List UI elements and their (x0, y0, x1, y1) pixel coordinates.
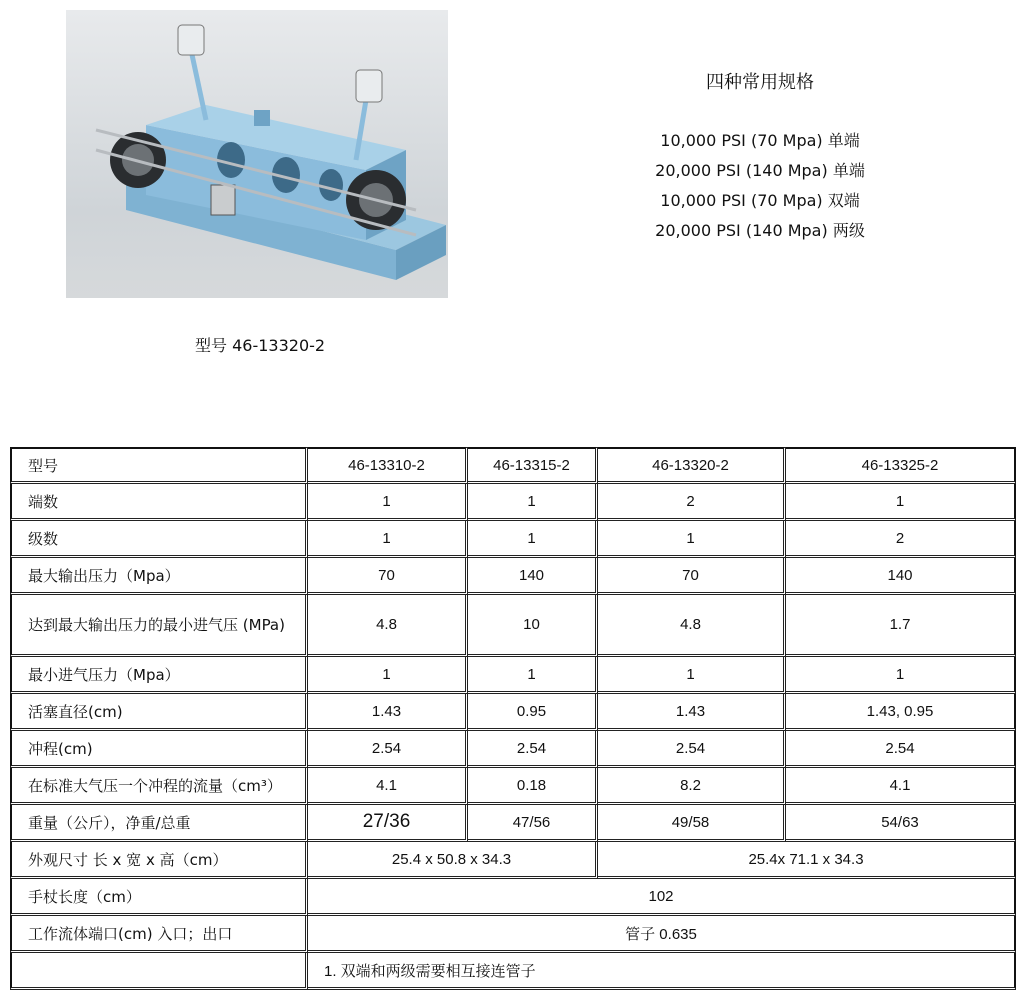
table-cell: 达到最大输出压力的最小进气压 (MPa) (10, 595, 308, 657)
table-row (10, 879, 1016, 916)
table-cell: 2.54 (786, 731, 1016, 768)
table-header-row (10, 447, 1016, 484)
table-cell: 2.54 (468, 731, 598, 768)
table-row (10, 842, 1016, 879)
table-cell: 1.43 (308, 694, 468, 731)
table-cell: 重量（公斤），净重/总重 (10, 805, 308, 842)
table-row (10, 521, 1016, 558)
table-cell: 10 (468, 595, 598, 657)
table-cell: 端数 (10, 484, 308, 521)
table-row (10, 916, 1016, 953)
photo-caption: 型号 46-13320-2 (195, 336, 326, 355)
table-cell: 25.4x 71.1 x 34.3 (598, 842, 1016, 879)
table-cell (10, 953, 308, 990)
table-cell: 27/36 (308, 805, 468, 842)
table-cell: 级数 (10, 521, 308, 558)
table-cell: 70 (598, 558, 786, 595)
table-row (10, 731, 1016, 768)
table-cell: 49/58 (598, 805, 786, 842)
table-cell: 1 (468, 521, 598, 558)
spec-line: 20,000 PSI (140 Mpa) 单端 (655, 161, 865, 180)
spec-line: 10,000 PSI (70 Mpa) 双端 (660, 191, 860, 210)
table-cell: 4.1 (786, 768, 1016, 805)
table-row (10, 768, 1016, 805)
table-cell: 1 (598, 657, 786, 694)
table-row (10, 694, 1016, 731)
table-cell: 46-13325-2 (786, 447, 1016, 484)
table-cell: 最大输出压力（Mpa） (10, 558, 308, 595)
table-cell: 1 (468, 484, 598, 521)
table-cell: 0.18 (468, 768, 598, 805)
table-cell: 1.43, 0.95 (786, 694, 1016, 731)
table-cell: 4.8 (308, 595, 468, 657)
table-cell: 46-13320-2 (598, 447, 786, 484)
table-cell: 在标准大气压一个冲程的流量（cm³） (10, 768, 308, 805)
table-cell: 2.54 (598, 731, 786, 768)
table-cell: 1 (308, 521, 468, 558)
table-cell: 2.54 (308, 731, 468, 768)
table-cell: 型号 (10, 447, 308, 484)
table-cell: 140 (468, 558, 598, 595)
table-cell: 1 (468, 657, 598, 694)
table-cell: 140 (786, 558, 1016, 595)
table-cell: 1 (786, 484, 1016, 521)
table-cell: 外观尺寸 长 x 宽 x 高（cm） (10, 842, 308, 879)
table-cell: 管子 0.635 (308, 916, 1016, 953)
table-cell: 1 (598, 521, 786, 558)
table-cell: 46-13315-2 (468, 447, 598, 484)
table-cell: 102 (308, 879, 1016, 916)
table-cell: 25.4 x 50.8 x 34.3 (308, 842, 598, 879)
table-row (10, 805, 1016, 842)
product-photo (66, 10, 448, 298)
spec-title: 四种常用规格 (706, 72, 814, 93)
spec-table (10, 447, 1016, 990)
table-cell: 1 (786, 657, 1016, 694)
table-cell: 46-13310-2 (308, 447, 468, 484)
table-cell: 工作流体端口(cm) 入口；出口 (10, 916, 308, 953)
table-cell: 4.1 (308, 768, 468, 805)
table-cell: 冲程(cm) (10, 731, 308, 768)
table-row (10, 953, 1016, 990)
table-note: 1. 双端和两级需要相互接连管子 (308, 953, 1016, 990)
spec-line: 10,000 PSI (70 Mpa) 单端 (660, 131, 860, 150)
table-cell: 4.8 (598, 595, 786, 657)
pump-illustration (66, 10, 448, 298)
table-cell: 70 (308, 558, 468, 595)
table-cell: 1 (308, 657, 468, 694)
table-cell: 活塞直径(cm) (10, 694, 308, 731)
table-cell: 54/63 (786, 805, 1016, 842)
table-cell: 2 (598, 484, 786, 521)
spec-summary (620, 68, 900, 246)
table-cell: 0.95 (468, 694, 598, 731)
table-cell: 最小进气压力（Mpa） (10, 657, 308, 694)
spec-line: 20,000 PSI (140 Mpa) 两级 (655, 221, 865, 240)
table-row (10, 558, 1016, 595)
table-row (10, 657, 1016, 694)
table-cell: 1.43 (598, 694, 786, 731)
table-cell: 1 (308, 484, 468, 521)
table-cell: 47/56 (468, 805, 598, 842)
table-cell: 手杖长度（cm） (10, 879, 308, 916)
table-row (10, 595, 1016, 657)
table-row (10, 484, 1016, 521)
table-cell: 8.2 (598, 768, 786, 805)
table-cell: 1.7 (786, 595, 1016, 657)
table-cell: 2 (786, 521, 1016, 558)
